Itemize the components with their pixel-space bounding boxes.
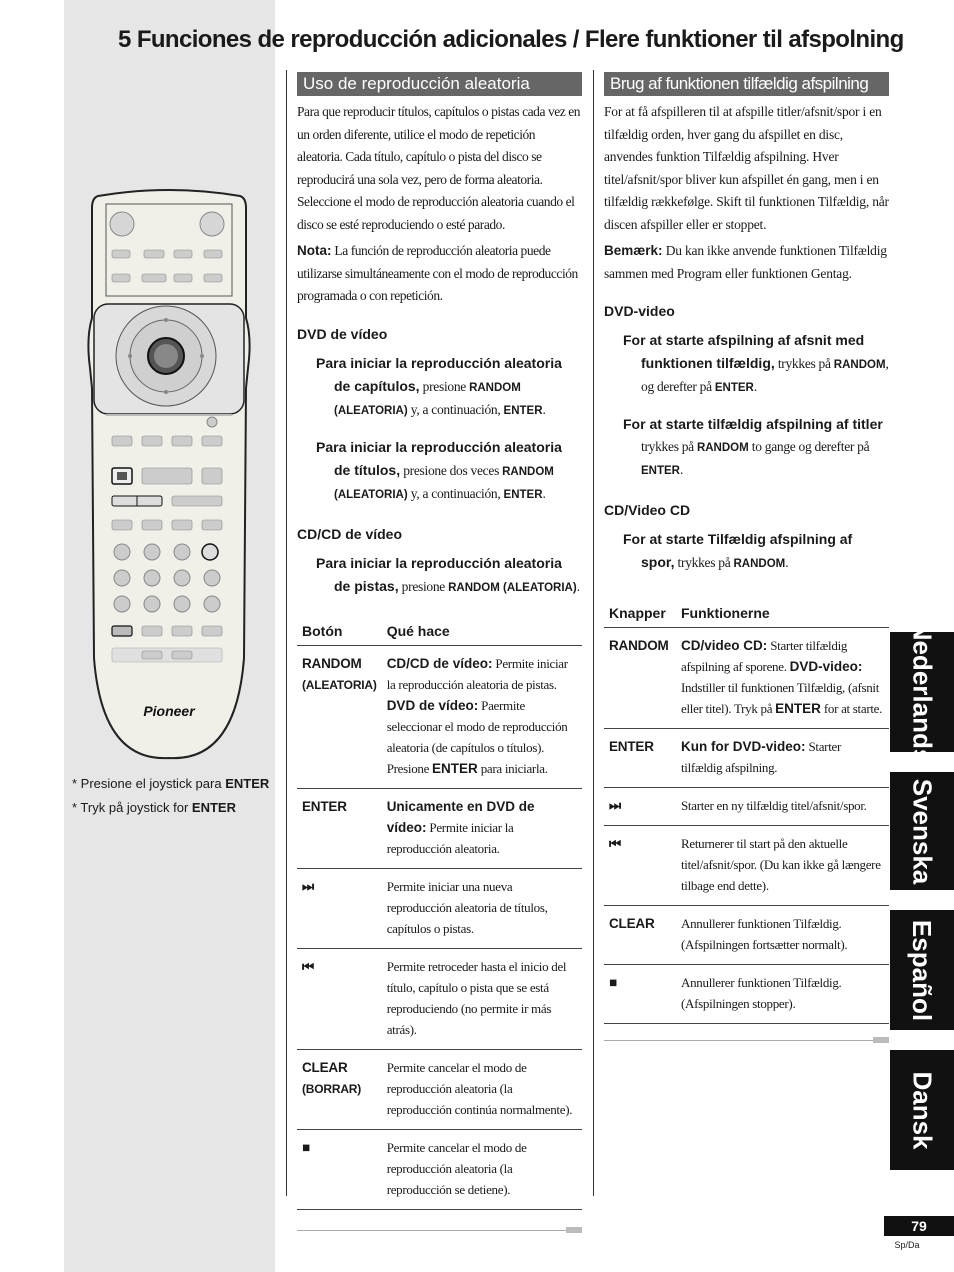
remote-control-illustration [86,188,252,762]
cd-heading-es: CD/CD de vídeo [297,525,403,542]
page-number: 79 [884,1216,954,1236]
table-row [604,906,889,965]
instruction-titles-es: Para iniciar la reproducción aleatoria de títulos, presione dos veces RANDOM (ALEATORIA) y, a continuación, ENTER. [316,438,562,501]
instruction-titles-da: For at starte tilfældig afspilning af titler trykkes på RANDOM to gange og derefter på ENTER. [623,416,883,477]
danish-column [604,72,889,1041]
button-table-da [604,601,889,1024]
note-paragraph-es: Nota: La función de reproducción aleatoria puede utilizarse simultáneamente con el modo de reproducción programada o con repetición. [297,243,578,303]
table-header-row [604,601,889,628]
spanish-column [297,72,582,1231]
note-es: * Presione el joystick para ENTER [72,776,270,791]
previous-icon: ⏮ [297,948,382,1049]
enter-description: Unicamente en DVD de vídeo: Permite iniciar la reproducción aleatoria. [382,788,582,868]
previous-icon: ⏮ [604,826,676,906]
clear-key-label: CLEAR (BORRAR) [297,1049,382,1129]
stop-icon: ■ [604,965,676,1024]
instruction-chapters-da: For at starte afspilning af afsnit med funktionen tilfældig, trykkes på RANDOM, og derefter på ENTER. [623,332,889,394]
random-description: CD/CD de vídeo: Permite iniciar la reproducción aleatoria de pistas. DVD de vídeo: Paermite seleccionar el modo de reproducción aleatoria (de capítulos o títulos). Presione ENTER para iniciarla. [382,645,582,788]
enter-key-label: ENTER [604,729,676,788]
table-row [297,868,582,948]
next-description: Permite iniciar una nueva reproducción aleatoria de títulos, capítulos o pistas. [382,868,582,948]
table-row [604,729,889,788]
dvd-heading-es: DVD de vídeo [297,325,388,342]
stop-icon: ■ [297,1129,382,1209]
table-row [604,628,889,729]
button-table-es [297,619,582,1210]
dvd-heading-da: DVD-video [604,303,675,319]
clear-key-label: CLEAR [604,906,676,965]
column-divider [593,70,594,1196]
intro-da: For at få afspilleren til at afspille titler/afsnit/spor i en tilfældig orden, hver gang du afspillet en disc, anvendes funktion Tilfældig afspilning. Hver titel/afsnit/spor bliver kun afspillet én gang, men i en tilfældig rækkefølge. Skift til funktionen Tilfældig, når discen afspiller eller er stoppet. [604,104,889,232]
table-row [297,1049,582,1129]
table-header-desc: Funktionerne [676,601,889,628]
random-description: CD/video CD: Starter tilfældig afspilning af sporene. DVD-video: Indstiller til funktionen Tilfældig, (afsnit eller titel). Tryk på ENTER for at starte. [676,628,889,729]
instruction-tracks-da: For at starte Tilfældig afspilning af spor, trykkes på RANDOM. [623,531,853,570]
stop-description: Annullerer funktionen Tilfældig. (Afspilningen stopper). [676,965,889,1024]
note-paragraph-da: Bemærk: Du kan ikke anvende funktionen Tilfældig sammen med Program eller funktionen Gentag. [604,243,887,281]
section-heading-es: Uso de reproducción aleatoria [297,72,582,96]
remote-notes [72,775,272,823]
lang-tab-espanol[interactable]: Español [890,910,954,1030]
clear-description: Permite cancelar el modo de reproducción aleatoria (la reproducción continúa normalmente). [382,1049,582,1129]
lang-tab-nederlands[interactable]: Nederlands [890,632,954,752]
table-row [297,788,582,868]
table-row [604,826,889,906]
table-row [297,1129,582,1209]
lang-tab-dansk[interactable]: Dansk [890,1050,954,1170]
next-description: Starter en ny tilfældig titel/afsnit/spor. [676,788,889,826]
table-header-key: Knapper [604,601,676,628]
table-row [297,645,582,788]
page-language-code: Sp/Da [894,1240,920,1250]
enter-key-label: ENTER [297,788,382,868]
end-bar [604,1040,889,1041]
next-icon: ⏭ [604,788,676,826]
table-row [604,788,889,826]
clear-description: Annullerer funktionen Tilfældig. (Afspilningen fortsætter normalt). [676,906,889,965]
column-divider [286,70,287,1196]
random-key-label: RANDOM [604,628,676,729]
cd-heading-da: CD/Video CD [604,502,691,518]
brand-logo: Pioneer [143,703,195,719]
note-da: * Tryk på joystick for ENTER [72,800,236,815]
page-title: 5 Funciones de reproducción adicionales / Flere funktioner til afspolning [118,26,904,53]
table-row [297,948,582,1049]
table-header-desc: Qué hace [382,619,582,646]
table-header-key: Botón [297,619,382,646]
stop-description: Permite cancelar el modo de reproducción aleatoria (la reproducción se detiene). [382,1129,582,1209]
table-row [604,965,889,1024]
instruction-chapters-es: Para iniciar la reproducción aleatoria de capítulos, presione RANDOM (ALEATORIA) y, a continuación, ENTER. [316,354,562,417]
lang-tab-svenska[interactable]: Svenska [890,772,954,890]
previous-description: Returnerer til start på den aktuelle titel/afsnit/spor. (Du kan ikke gå længere tilbage end dette). [676,826,889,906]
section-heading-da: Brug af funktionen tilfældig afspilning [604,72,889,96]
end-bar [297,1230,582,1231]
previous-description: Permite retroceder hasta el inicio del título, capítulo o pista que se está reproduciendo (no permite ir más atrás). [382,948,582,1049]
table-header-row [297,619,582,646]
intro-es: Para que reproducir títulos, capítulos o pistas cada vez en un orden diferente, utilice el modo de repetición aleatoria. Cada título, capítulo o pista del disco se reproducirá una sola vez, pero de forma aleatoria. Seleccione el modo de reproducción aleatoria cuando el disco se esté reproduciendo o esté parado. [297,104,581,232]
enter-description: Kun for DVD-video: Starter tilfældig afspilning. [676,729,889,788]
random-key-label: RANDOM (ALEATORIA) [297,645,382,788]
next-icon: ⏭ [297,868,382,948]
instruction-tracks-es: Para iniciar la reproducción aleatoria de pistas, presione RANDOM (ALEATORIA). [316,554,580,594]
